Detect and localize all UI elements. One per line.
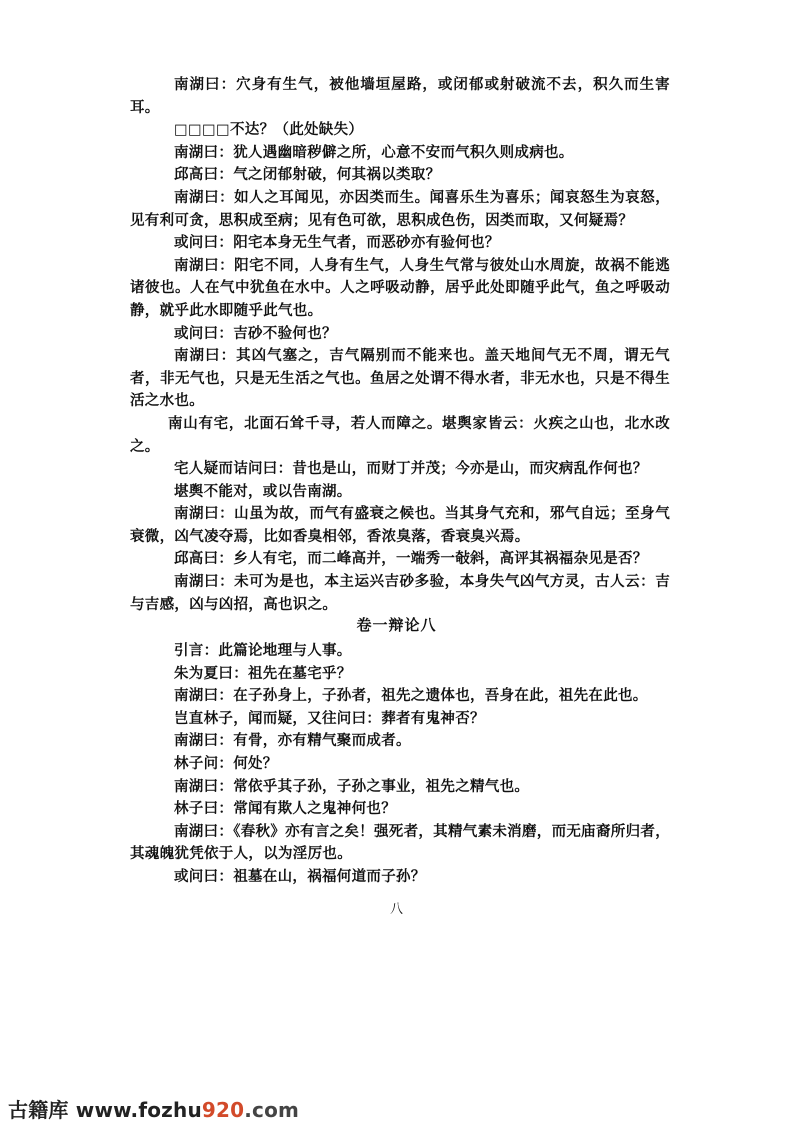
paragraph: 堪舆不能对，或以告南湖。 [174,482,352,500]
paragraph: 宅人疑而诘问曰：昔也是山，而财丁并茂；今亦是山，而灾病乱作何也？ [174,460,648,478]
paragraph: □□□□不达？（此处缺失） [174,121,364,139]
paragraph: 南湖曰：山虽为故，而气有盛衰之候也。当其身气充和，邪气自远；至身气衰微，凶气凌夺焉，比如香臭相邻，香浓臭落，香衰臭兴焉。 [130,505,670,545]
chapter-title: 卷一辩论八 [356,616,437,634]
site-url-number: 920 [201,1098,245,1122]
paragraph: 或问曰：阳宅本身无生气者，而恶砂亦有验何也？ [174,234,500,252]
paragraph: 南湖曰：未可为是也，本主运兴吉砂多验，本身失气凶气方灵，古人云：吉与吉感，凶与凶招，高也识之。 [130,573,670,613]
body-text-section-2 [130,640,670,889]
paragraph: 朱为夏曰：祖先在墓宅乎？ [174,664,352,682]
paragraph: 南湖曰：常依乎其子孙，子孙之事业，祖先之精气也。 [174,777,530,795]
paragraph: 岂直林子，闻而疑，又往问曰：葬者有鬼神否？ [174,709,485,727]
site-url-prefix: www.fozhu [68,1098,202,1122]
paragraph: 南湖曰：穴身有生气，被他墙垣屋路，或闭郁或射破流不去，积久而生害耳。 [130,76,670,116]
paragraph: 南湖曰：在子孙身上，子孙者，祖先之遗体也，吾身在此，祖先在此也。 [174,687,648,705]
paragraph: 南湖曰：犹人遇幽暗秽僻之所，心意不安而气积久则成病也。 [174,143,574,161]
paragraph: 邱高曰：气之闭郁射破，何其祸以类取？ [174,166,441,184]
paragraph: 南湖曰：有骨，亦有精气聚而成者。 [174,732,411,750]
paragraph: 南湖曰：《春秋》亦有言之矣！强死者，其精气素未消磨，而无庙裔所归者，其魂魄犹凭依于人，以为淫厉也。 [130,822,670,863]
paragraph: 引言：此篇论地理与人事。 [174,642,352,659]
paragraph: 林子曰：常闻有欺人之鬼神何也？ [174,800,396,818]
paragraph: 邱高曰：乡人有宅，而二峰高并，一端秀一敧斜，高评其祸福杂见是否？ [174,550,648,568]
paragraph: 或问曰：吉砂不验何也？ [174,324,337,342]
site-name: 古籍库 [8,1098,69,1122]
paragraph: 林子问：何处？ [174,754,278,772]
site-footer-watermark [8,1094,300,1122]
paragraph: 南湖曰：其凶气塞之，吉气隔别而不能来也。盖天地间气无不周，谓无气者，非无气也，只是无生活之气也。鱼居之处谓不得水者，非无水也，只是不得生活之水也。 [130,347,670,410]
page-number: 八 [389,902,403,917]
paragraph: 南山有宅，北面石耸千寻，若人而障之。堪舆家皆云：火疾之山也，北水改之。 [130,414,670,455]
site-url-suffix: .com [244,1098,300,1122]
paragraph: 或问曰：祖墓在山，祸福何道而子孙？ [174,867,426,885]
body-text-section-1 [130,74,670,616]
paragraph: 南湖曰：如人之耳闻见，亦因类而生。闻喜乐生为喜乐；闻哀怒生为哀怒，见有利可贪，思积成至病；见有色可欲，思积成色伤，因类而取，又何疑焉？ [130,188,670,229]
paragraph: 南湖曰：阳宅不同，人身有生气，人身生气常与彼处山水周旋，故祸不能逃诸彼也。人在气中犹鱼在水中。人之呼吸动静，居乎此处即随乎此气，鱼之呼吸动静，就乎此水即随乎此气也。 [130,256,670,319]
